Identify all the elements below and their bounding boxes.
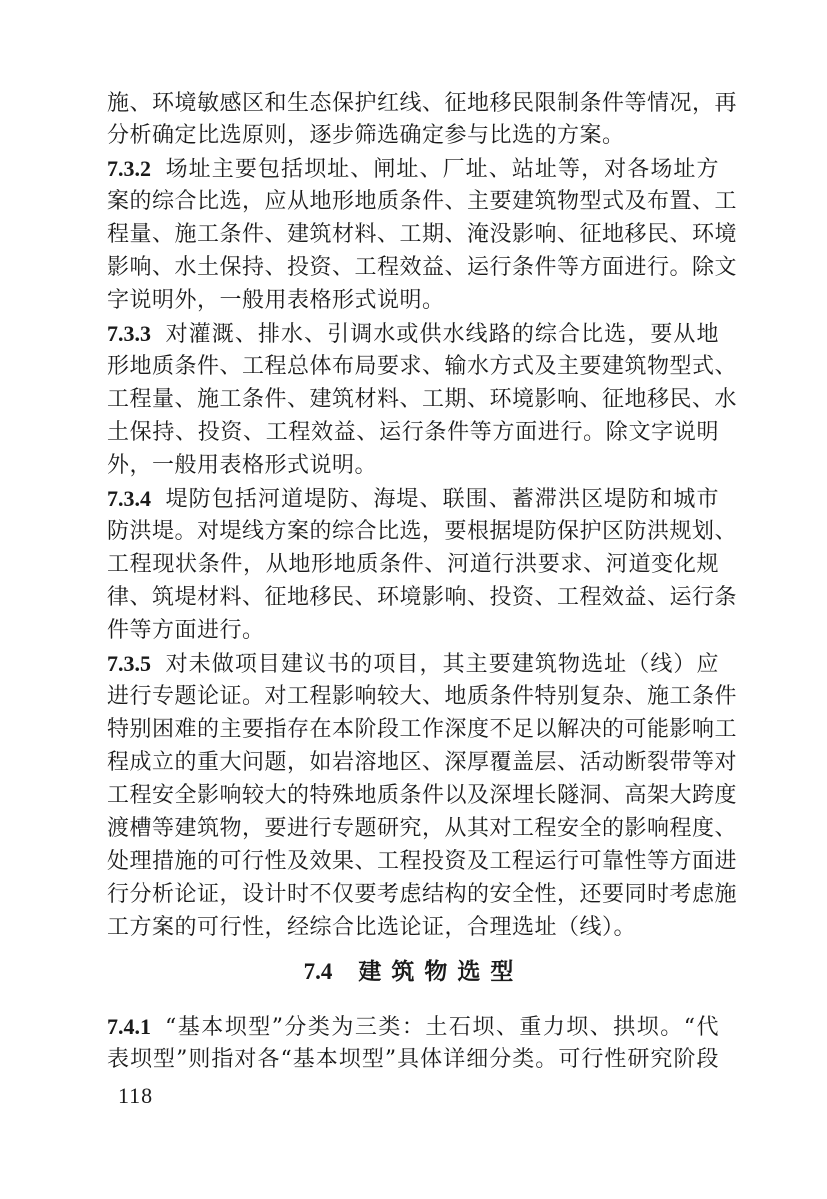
text-line: 特别困难的主要指存在本阶段工作深度不足以解决的可能影响工 (107, 717, 738, 742)
page-number: 118 (118, 1083, 154, 1108)
text-line: 行分析论证，设计时不仅要考虑结构的安全性，还要同时考虑施 (107, 882, 738, 907)
text-line: 堤防包括河道堤防、海堤、联围、蓄滞洪区堤防和城市 (165, 487, 719, 512)
text-line: 处理措施的可行性及效果、工程投资及工程运行可靠性等方面进 (107, 849, 738, 874)
clause-number: 7.3.4 (107, 486, 151, 511)
text-line: 工方案的可行性，经综合比选论证，合理选址（线）。 (107, 915, 637, 940)
text-line: 渡槽等建筑物，要进行专题研究，从其对工程安全的影响程度、 (107, 816, 738, 841)
text-line: 对灌溉、排水、引调水或供水线路的综合比选，要从地 (165, 322, 719, 347)
text-line: 影响、水土保持、投资、工程效益、运行条件等方面进行。除文 (107, 255, 738, 280)
text-line: 工程安全影响较大的特殊地质条件以及深埋长隧洞、高架大跨度 (107, 783, 738, 808)
text-line: 分析确定比选原则，逐步筛选确定参与比选的方案。 (107, 123, 625, 148)
text-line: 工程量、施工条件、建筑材料、工期、环境影响、征地移民、水 (107, 387, 738, 412)
text-line: 施、环境敏感区和生态保护红线、征地移民限制条件等情况，再 (107, 91, 738, 116)
section-heading (0, 955, 827, 989)
clause-7-4-1-first-line (107, 1011, 719, 1044)
text-line: 场址主要包括坝址、闸址、厂址、站址等，对各场址方 (165, 157, 719, 182)
text-line: 表坝型”则指对各“基本坝型”具体详细分类。可行性研究阶段 (107, 1047, 719, 1072)
clause-number: 7.3.5 (107, 651, 151, 676)
text-line: 工程现状条件，从地形地质条件、河道行洪要求、河道变化规 (107, 552, 719, 577)
section-title: 建筑物选型 (358, 959, 524, 985)
text-line: 律、筑堤材料、征地移民、环境影响、投资、工程效益、运行条 (107, 585, 738, 610)
text-line: 防洪堤。对堤线方案的综合比选，要根据堤防保护区防洪规划、 (107, 519, 738, 544)
text-line: 土保持、投资、工程效益、运行条件等方面进行。除文字说明 (107, 420, 719, 445)
text-line: 件等方面进行。 (107, 618, 265, 643)
text-line: 字说明外，一般用表格形式说明。 (107, 288, 445, 313)
clause-7-3-4-first-line (107, 483, 719, 516)
clause-7-3-3-first-line (107, 318, 719, 351)
text-line: 进行专题论证。对工程影响较大、地质条件特别复杂、施工条件 (107, 684, 738, 709)
clause-7-3-2-first-line (107, 153, 719, 186)
text-line: 外，一般用表格形式说明。 (107, 453, 378, 478)
clause-number: 7.4.1 (107, 1014, 151, 1039)
text-line: “基本坝型”分类为三类：土石坝、重力坝、拱坝。“代 (165, 1015, 719, 1040)
text-line: 程成立的重大问题，如岩溶地区、深厚覆盖层、活动断裂带等对 (107, 750, 738, 775)
text-line: 程量、施工条件、建筑材料、工期、淹没影响、征地移民、环境 (107, 222, 738, 247)
text-line: 对未做项目建议书的项目，其主要建筑物选址（线）应 (165, 652, 719, 677)
clause-number: 7.3.3 (107, 321, 151, 346)
clause-7-3-5-first-line (107, 648, 719, 681)
section-number: 7.4 (303, 959, 333, 984)
text-line: 案的综合比选，应从地形地质条件、主要建筑物型式及布置、工 (107, 189, 738, 214)
text-line: 形地质条件、工程总体布局要求、输水方式及主要建筑物型式、 (107, 354, 738, 379)
clause-number: 7.3.2 (107, 156, 151, 181)
